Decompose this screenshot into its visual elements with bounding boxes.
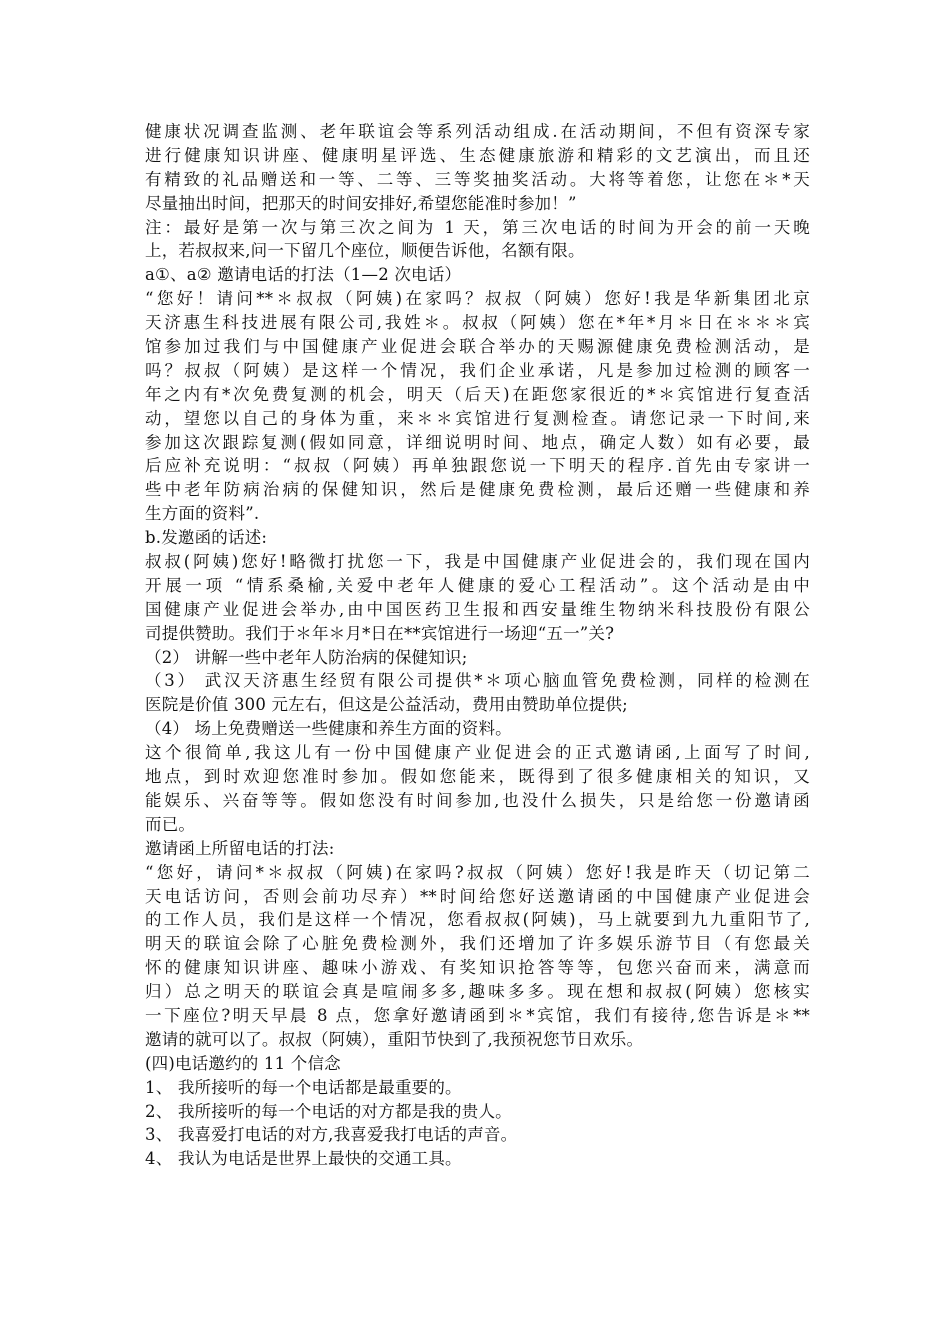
text-line: 天电话访问，否则会前功尽弃）**时间给您好送邀请函的中国健康产业促进会 <box>145 886 810 906</box>
text-line: 吗？叔叔（阿姨）是这样一个情况，我们企业承诺，凡是参加过检测的顾客一 <box>145 360 810 380</box>
text-line: 能娱乐、兴奋等等。假如您没有时间参加,也没什么损失，只是给您一份邀请函 <box>145 790 810 810</box>
text-line: 上，若叔叔来,问一下留几个座位，顺便告诉他，名额有限。 <box>145 241 585 261</box>
text-line: 地点，到时欢迎您准时参加。假如您能来，既得到了很多健康相关的知识，又 <box>145 767 810 787</box>
text-line: 一下座位?明天早晨 8 点，您拿好邀请函到＊*宾馆，我们有接待,您告诉是＊** <box>145 1005 810 1025</box>
text-line: 司提供赞助。我们于＊年＊月*日在**宾馆进行一场迎“五一”关? <box>145 623 615 643</box>
text-line: 进行健康知识讲座、健康明星评选、生态健康旅游和精彩的文艺演出，而且还 <box>145 145 810 165</box>
text-line: 归）总之明天的联谊会真是喧闹多多,趣味多多。现在想和叔叔(阿姨）您核实 <box>145 982 810 1002</box>
text-line: 开展一项 “情系桑榆,关爱中老年人健康的爱心工程活动”。这个活动是由中 <box>145 575 810 595</box>
text-line: 1、 我所接听的每一个电话都是最重要的。 <box>145 1077 462 1097</box>
text-line: 这个很简单,我这儿有一份中国健康产业促进会的正式邀请函,上面写了时间, <box>145 743 810 763</box>
text-line: 邀请函上所留电话的打法: <box>145 838 335 858</box>
text-line: 年之内有*次免费复测的机会，明天（后天)在距您家很近的*＊宾馆进行复查活 <box>145 384 810 404</box>
text-line: 医院是价值 300 元左右，但这是公益活动，费用由赞助单位提供; <box>145 695 628 715</box>
text-line: “您好，请问*＊叔叔（阿姨)在家吗?叔叔（阿姨）您好!我是昨天（切记第二 <box>145 862 810 882</box>
text-line: 有精致的礼品赠送和一等、二等、三等奖抽奖活动。大将等着您，让您在＊*天 <box>145 169 810 189</box>
text-line: “您好！请问**＊叔叔（阿姨)在家吗？叔叔（阿姨）您好!我是华新集团北京 <box>145 289 810 309</box>
text-line: 而已。 <box>145 814 196 834</box>
text-line: 些中老年防病治病的保健知识，然后是健康免费检测，最后还赠一些健康和养 <box>145 480 810 500</box>
text-line: （4） 场上免费赠送一些健康和养生方面的资料。 <box>145 719 512 739</box>
document-body <box>145 120 810 1171</box>
text-line: b.发邀函的话述: <box>145 528 268 548</box>
text-line: 注：最好是第一次与第三次之间为 1 天，第三次电话的时间为开会的前一天晚 <box>145 217 810 237</box>
text-line: a①、a② 邀请电话的打法（1—2 次电话） <box>145 265 462 285</box>
text-line: 2、 我所接听的每一个电话的对方都是我的贵人。 <box>145 1101 512 1121</box>
text-line: 动，望您以自己的身体为重，来＊＊宾馆进行复测检查。请您记录一下时间,来 <box>145 408 810 428</box>
text-line: 参加这次跟踪复测(假如同意，详细说明时间、地点，确定人数）如有必要，最 <box>145 432 810 452</box>
text-line: 生方面的资料”. <box>145 504 260 524</box>
text-line: （3） 武汉天济惠生经贸有限公司提供*＊项心脑血管免费检测，同样的检测在 <box>145 671 810 691</box>
text-line: 馆参加过我们与中国健康产业促进会联合举办的天赐源健康免费检测活动，是 <box>145 337 810 357</box>
text-line: 叔叔(阿姨)您好!略微打扰您一下，我是中国健康产业促进会的，我们现在国内 <box>145 552 810 572</box>
text-line: （2） 讲解一些中老年人防治病的保健知识; <box>145 647 468 667</box>
text-line: 3、 我喜爱打电话的对方,我喜爱我打电话的声音。 <box>145 1125 518 1145</box>
text-line: 4、 我认为电话是世界上最快的交通工具。 <box>145 1149 462 1169</box>
text-line: 天济惠生科技进展有限公司,我姓＊。叔叔（阿姨）您在*年*月＊日在＊＊＊宾 <box>145 313 810 333</box>
text-line: 尽量抽出时间，把那天的时间安排好,希望您能准时参加！” <box>145 193 577 213</box>
text-line: 邀请的就可以了。叔叔（阿姨），重阳节快到了,我预祝您节日欢乐。 <box>145 1029 644 1049</box>
text-line: 的工作人员，我们是这样一个情况，您看叔叔(阿姨)，马上就要到九九重阳节了, <box>145 910 810 930</box>
text-line: 明天的联谊会除了心脏免费检测外，我们还增加了许多娱乐游节目（有您最关 <box>145 934 810 954</box>
text-line: 怀的健康知识讲座、趣味小游戏、有奖知识抢答等等，包您兴奋而来，满意而 <box>145 958 810 978</box>
text-line: 健康状况调查监测、老年联谊会等系列活动组成.在活动期间，不但有资深专家 <box>145 122 810 141</box>
text-line: 国健康产业促进会举办,由中国医药卫生报和西安量维生物纳米科技股份有限公 <box>145 599 810 619</box>
text-line: (四)电话邀约的 11 个信念 <box>145 1053 341 1073</box>
text-line: 后应补充说明：“叔叔（阿姨）再单独跟您说一下明天的程序.首先由专家讲一 <box>145 456 810 476</box>
